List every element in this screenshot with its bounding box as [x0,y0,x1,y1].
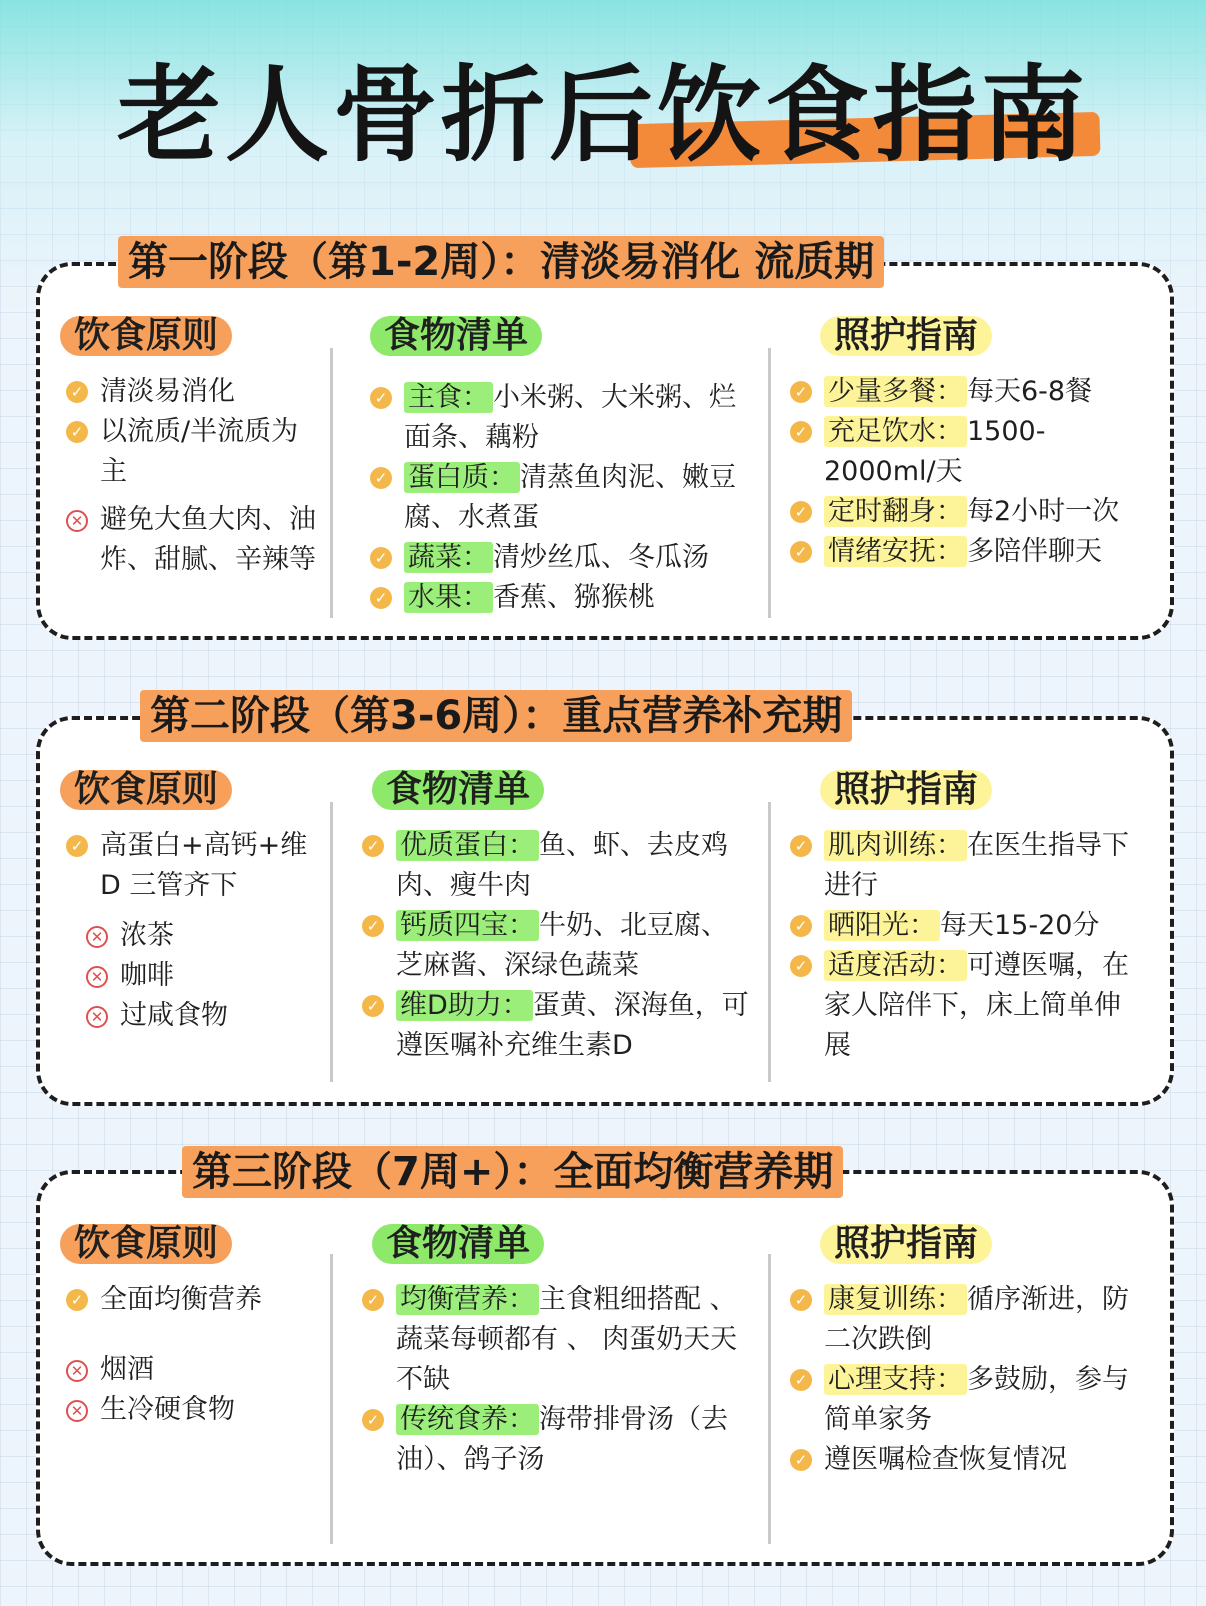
list-item: ✕ 咖啡 [86,956,316,996]
principle-list [66,826,316,1036]
check-icon: ✓ [790,915,812,937]
principle-list [66,1280,316,1430]
list-item: ✓ 以流质/半流质为主 [66,412,316,492]
care-heading: 照护指南 [820,1224,992,1264]
food-heading: 食物清单 [372,1224,544,1264]
stage-2-title: 第二阶段（第3-6周）：重点营养补充期 [140,690,852,742]
food-list [362,1280,752,1480]
divider [768,1254,771,1544]
principle-list [66,372,316,580]
check-icon: ✓ [362,1289,384,1311]
list-item: ✓ 情绪安抚： 多陪伴聊天 [790,532,1145,572]
check-icon: ✓ [66,421,88,443]
cross-icon: ✕ [86,926,108,948]
stage-1-card [36,262,1174,640]
cross-icon: ✕ [66,1400,88,1422]
check-icon: ✓ [370,387,392,409]
check-icon: ✓ [790,835,812,857]
food-list [370,378,755,618]
care-list [790,1280,1130,1480]
list-item: ✓ 钙质四宝： 牛奶、北豆腐、芝麻酱、深绿色蔬菜 [362,906,752,986]
list-item: ✓ 主食： 小米粥、大米粥、烂面条、藕粉 [370,378,755,458]
care-heading: 照护指南 [820,770,992,810]
list-item: ✓ 适度活动： 可遵医嘱，在家人陪伴下，床上简单伸展 [790,946,1130,1066]
list-item: ✓ 少量多餐： 每天6-8餐 [790,372,1145,412]
check-icon: ✓ [790,421,812,443]
check-icon: ✓ [790,541,812,563]
list-item: ✓ 遵医嘱检查恢复情况 [790,1440,1130,1480]
page-title: 老人骨折后饮食指南 [116,54,1089,176]
check-icon: ✓ [66,381,88,403]
list-item: ✓ 定时翻身： 每2小时一次 [790,492,1145,532]
care-heading: 照护指南 [820,316,992,356]
cross-icon: ✕ [66,510,88,532]
check-icon: ✓ [66,835,88,857]
list-item: ✓ 康复训练： 循序渐进，防二次跌倒 [790,1280,1130,1360]
stage-3-card [36,1170,1174,1566]
check-icon: ✓ [790,1449,812,1471]
list-item: ✓ 维D助力： 蛋黄、深海鱼，可遵医嘱补充维生素D [362,986,752,1066]
list-item: ✓ 晒阳光： 每天15-20分 [790,906,1130,946]
check-icon: ✓ [370,547,392,569]
cross-icon: ✕ [86,966,108,988]
list-item: ✓ 优质蛋白： 鱼、虾、去皮鸡肉、瘦牛肉 [362,826,752,906]
check-icon: ✓ [362,995,384,1017]
check-icon: ✓ [790,955,812,977]
list-item: ✓ 心理支持： 多鼓励，参与简单家务 [790,1360,1130,1440]
divider [330,348,333,618]
list-item: ✓ 高蛋白+高钙+维D 三管齐下 [66,826,316,906]
cross-icon: ✕ [86,1006,108,1028]
check-icon: ✓ [370,467,392,489]
list-item: ✓ 充足饮水： 1500-2000ml/天 [790,412,1145,492]
stage-2-card [36,716,1174,1106]
principle-heading: 饮食原则 [60,1224,232,1264]
check-icon: ✓ [790,381,812,403]
check-icon: ✓ [790,1369,812,1391]
list-item: ✓ 全面均衡营养 [66,1280,316,1320]
list-item: ✓ 清淡易消化 [66,372,316,412]
check-icon: ✓ [370,587,392,609]
list-item: ✓ 均衡营养： 主食粗细搭配 、蔬菜每顿都有 、 肉蛋奶天天不缺 [362,1280,752,1400]
list-item: ✓ 传统食养： 海带排骨汤（去油）、鸽子汤 [362,1400,752,1480]
principle-heading: 饮食原则 [60,770,232,810]
care-list [790,826,1130,1066]
list-item: ✕ 过咸食物 [86,996,316,1036]
food-heading: 食物清单 [372,770,544,810]
divider [330,802,333,1082]
food-heading: 食物清单 [370,316,542,356]
food-list [362,826,752,1066]
cross-icon: ✕ [66,1360,88,1382]
list-item: ✕ 烟酒 [66,1350,316,1390]
list-item: ✓ 水果： 香蕉、猕猴桃 [370,578,755,618]
check-icon: ✓ [362,835,384,857]
list-item: ✓ 肌肉训练： 在医生指导下进行 [790,826,1130,906]
check-icon: ✓ [362,915,384,937]
list-item: ✓ 蔬菜： 清炒丝瓜、冬瓜汤 [370,538,755,578]
check-icon: ✓ [790,501,812,523]
stage-1-title: 第一阶段（第1-2周）：清淡易消化 流质期 [118,236,884,288]
principle-heading: 饮食原则 [60,316,232,356]
check-icon: ✓ [790,1289,812,1311]
list-item: ✓ 蛋白质： 清蒸鱼肉泥、嫩豆腐、水煮蛋 [370,458,755,538]
divider [768,802,771,1082]
list-item: ✕ 浓茶 [86,916,316,956]
check-icon: ✓ [362,1409,384,1431]
care-list [790,372,1145,572]
divider [330,1254,333,1544]
stage-3-title: 第三阶段（7周+）：全面均衡营养期 [182,1146,843,1198]
divider [768,348,771,618]
check-icon: ✓ [66,1289,88,1311]
list-item: ✕ 避免大鱼大肉、油炸、甜腻、辛辣等 [66,500,316,580]
list-item: ✕ 生冷硬食物 [66,1390,316,1430]
